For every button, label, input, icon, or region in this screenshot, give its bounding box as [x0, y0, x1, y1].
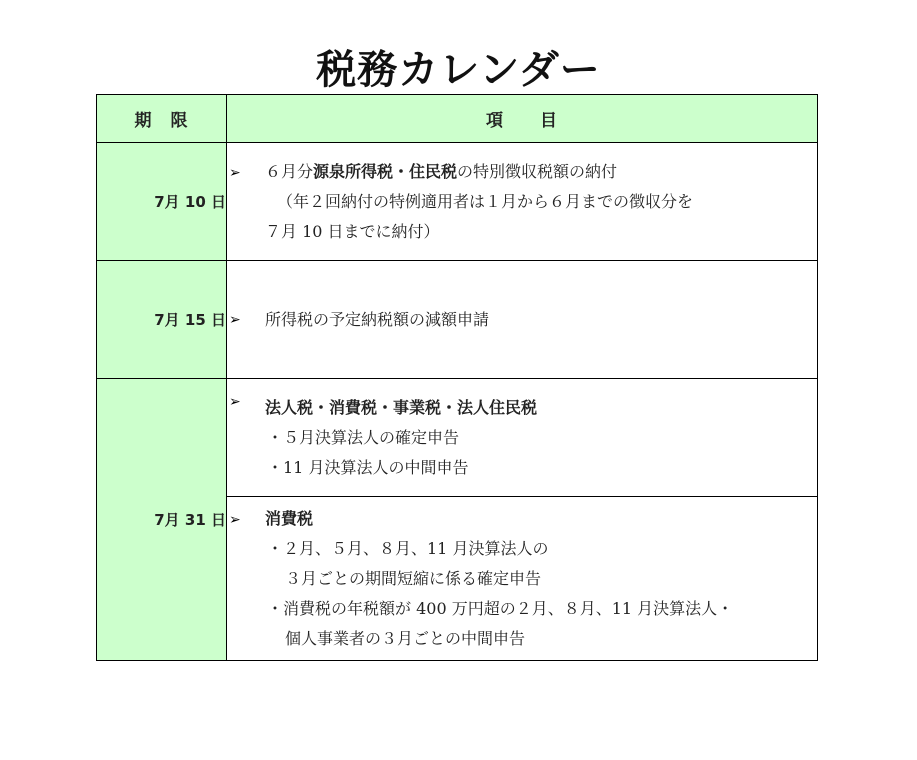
item-line: 個人事業者の３月ごとの中間申告: [285, 628, 526, 648]
item-cell: [227, 497, 818, 661]
item-line: ３月ごとの期間短縮に係る確定申告: [285, 568, 542, 588]
item-line: ６月分源泉所得税・住民税の特別徴収税額の納付: [265, 161, 618, 181]
item-line: （年２回納付の特例適用者は１月から６月までの徴収分を: [277, 191, 694, 211]
item-cell: [227, 379, 818, 497]
item-line: ・消費税の年税額が 400 万円超の２月、８月、11 月決算法人・: [267, 598, 734, 618]
deadline-cell: 7月 31 日: [97, 379, 227, 661]
item-heading: 消費税: [265, 508, 314, 528]
header-deadline: 期 限: [97, 95, 227, 143]
arrow-bullet-icon: ➢: [229, 165, 241, 181]
table-row: [97, 143, 818, 261]
table-header-row: [97, 95, 818, 143]
item-line: ・５月決算法人の確定申告: [267, 427, 460, 447]
item-cell: [227, 143, 818, 261]
item-line: ・２月、５月、８月、11 月決算法人の: [267, 538, 549, 558]
bold-text: 源泉所得税・住民税: [313, 161, 458, 181]
arrow-bullet-icon: ➢: [229, 312, 241, 328]
table-row: [97, 379, 818, 497]
page-title: 税務カレンダー: [316, 47, 601, 93]
item-heading: 法人税・消費税・事業税・法人住民税: [265, 397, 538, 417]
item-line: ・11 月決算法人の中間申告: [267, 457, 469, 477]
item-cell: [227, 261, 818, 379]
arrow-bullet-icon: ➢: [229, 394, 241, 410]
item-line: 所得税の予定納税額の減額申請: [265, 309, 490, 329]
arrow-bullet-icon: ➢: [229, 512, 241, 528]
table-row: [97, 261, 818, 379]
deadline-cell: 7月 15 日: [97, 261, 227, 379]
header-items: 項 目: [227, 95, 818, 143]
deadline-cell: 7月 10 日: [97, 143, 227, 261]
tax-calendar-table: [96, 94, 818, 661]
item-line: ７月 10 日までに納付）: [265, 221, 440, 241]
